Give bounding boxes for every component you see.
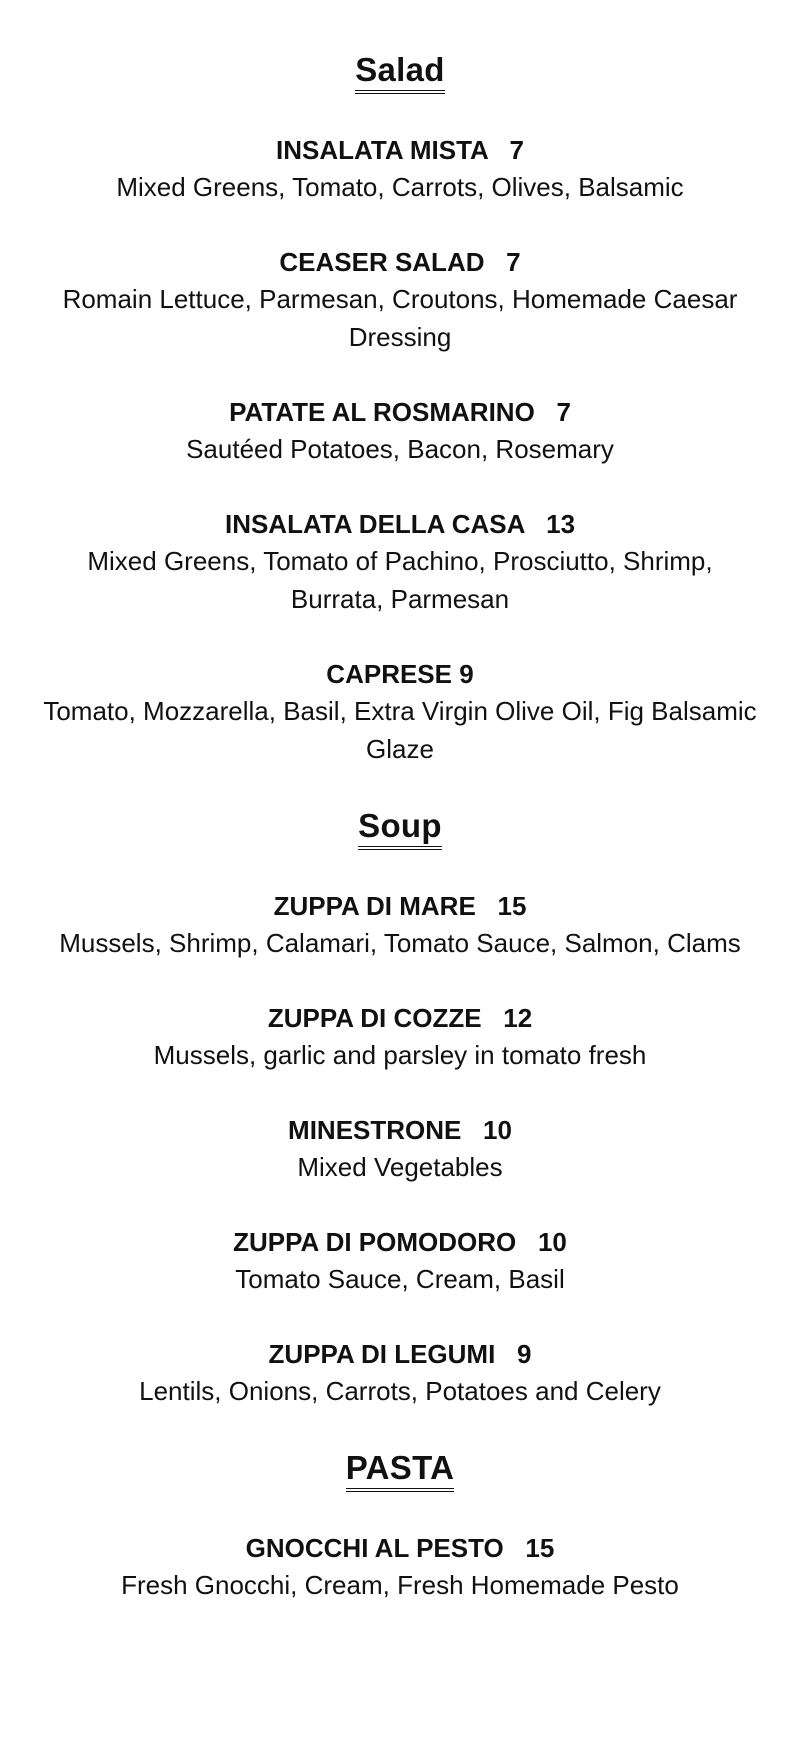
- menu-item: [0, 132, 800, 206]
- item-name: GNOCCHI AL PESTO: [245, 1533, 504, 1563]
- item-price: 9: [516, 1339, 532, 1369]
- item-description: Lentils, Onions, Carrots, Potatoes and Celery: [139, 1376, 661, 1406]
- menu-item: [0, 1000, 800, 1074]
- item-description: Mussels, Shrimp, Calamari, Tomato Sauce, Salmon, Clams: [59, 928, 741, 958]
- item-name: ZUPPA DI COZZE: [267, 1003, 482, 1033]
- menu-item: [0, 244, 800, 356]
- item-name: CEASER SALAD: [279, 247, 485, 277]
- item-description: Mussels, garlic and parsley in tomato fresh: [153, 1040, 647, 1070]
- menu-item: [0, 1336, 800, 1410]
- menu-item: [0, 394, 800, 468]
- item-description: Tomato, Mozzarella, Basil, Extra Virgin Olive Oil, Fig Balsamic Glaze: [43, 696, 757, 764]
- item-price: 9: [459, 659, 474, 689]
- section-title: Soup: [358, 806, 442, 850]
- item-description: Mixed Vegetables: [297, 1152, 503, 1182]
- item-price: 10: [537, 1227, 567, 1257]
- menu-item: [0, 506, 800, 618]
- menu-item: [0, 888, 800, 962]
- item-name-line: [0, 888, 800, 924]
- item-description: Mixed Greens, Tomato of Pachino, Prosciutto, Shrimp, Burrata, Parmesan: [87, 546, 713, 614]
- menu-item: [0, 1224, 800, 1298]
- item-name-line: [0, 132, 800, 168]
- item-name: CAPRESE: [326, 659, 452, 689]
- item-name-line: [0, 394, 800, 430]
- item-name: ZUPPA DI MARE: [273, 891, 476, 921]
- menu-item: [0, 1530, 800, 1604]
- menu-item: [0, 656, 800, 768]
- item-name-line: [0, 1336, 800, 1372]
- item-name: ZUPPA DI POMODORO: [233, 1227, 517, 1257]
- section-header-pasta: [0, 1448, 800, 1498]
- item-name: MINESTRONE: [288, 1115, 462, 1145]
- item-name: INSALATA MISTA: [276, 135, 488, 165]
- item-price: 7: [509, 135, 524, 165]
- item-name: PATATE AL ROSMARINO: [229, 397, 535, 427]
- item-name-line: [0, 244, 800, 280]
- item-name-line: [0, 1000, 800, 1036]
- item-price: 7: [556, 397, 571, 427]
- item-price: 12: [503, 1003, 533, 1033]
- item-price: 15: [525, 1533, 555, 1563]
- section-title: Salad: [355, 50, 445, 94]
- item-description: Sautéed Potatoes, Bacon, Rosemary: [186, 434, 614, 464]
- item-name-line: [0, 1224, 800, 1260]
- item-name-line: [0, 656, 800, 692]
- item-price: 15: [497, 891, 527, 921]
- item-name: ZUPPA DI LEGUMI: [268, 1339, 496, 1369]
- item-name: INSALATA DELLA CASA: [224, 509, 525, 539]
- item-description: Romain Lettuce, Parmesan, Croutons, Homemade Caesar Dressing: [62, 284, 738, 352]
- item-price: 10: [483, 1115, 512, 1145]
- section-header-salad: [0, 50, 800, 100]
- menu-item: [0, 1112, 800, 1186]
- item-price: 7: [506, 247, 521, 277]
- item-name-line: [0, 1112, 800, 1148]
- item-description: Tomato Sauce, Cream, Basil: [235, 1264, 565, 1294]
- item-description: Mixed Greens, Tomato, Carrots, Olives, Balsamic: [116, 172, 684, 202]
- item-description: Fresh Gnocchi, Cream, Fresh Homemade Pesto: [121, 1570, 679, 1600]
- item-price: 13: [546, 509, 576, 539]
- item-name-line: [0, 506, 800, 542]
- item-name-line: [0, 1530, 800, 1566]
- section-header-soup: [0, 806, 800, 856]
- section-title: PASTA: [346, 1448, 454, 1492]
